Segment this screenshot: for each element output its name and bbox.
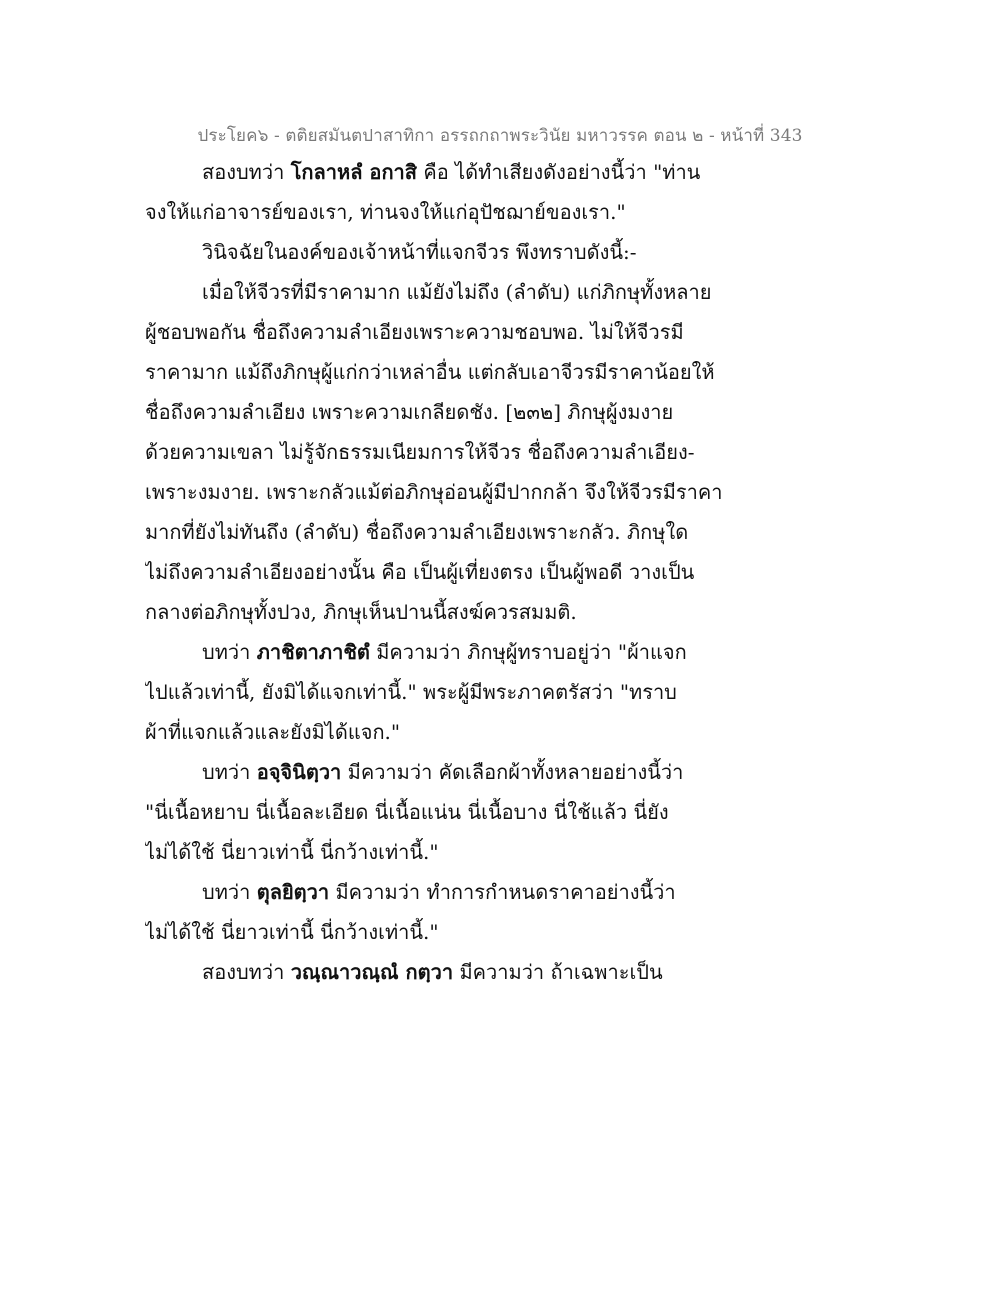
text-segment: จงให้แก่อาจารย์ของเรา, ท่านจงให้แก่อุปัชฌาย์ของเรา." [145, 200, 626, 224]
text-line [145, 392, 865, 432]
text-line [145, 672, 865, 712]
pali-term: วณฺณาวณฺณํ กตฺวา [290, 960, 454, 984]
text-line [145, 192, 865, 232]
text-line [145, 752, 865, 792]
text-segment: มากที่ยังไม่ทันถึง (ลำดับ) ชื่อถึงความลำเอียงเพราะกลัว. ภิกษุใด [145, 520, 689, 544]
text-segment: ไม่ได้ใช้ นี่ยาวเท่านี้ นี่กว้างเท่านี้." [145, 920, 439, 944]
body-text [145, 152, 865, 992]
text-segment: มีความว่า ถ้าเฉพาะเป็น [453, 960, 663, 984]
text-segment: เมื่อให้จีวรที่มีราคามาก แม้ยังไม่ถึง (ลำดับ) แก่ภิกษุทั้งหลาย [202, 280, 712, 304]
text-segment: ชื่อถึงความลำเอียง เพราะความเกลียดชัง. [๒๓๒] ภิกษุผู้งมงาย [145, 400, 674, 424]
text-line [145, 152, 865, 192]
text-line [145, 312, 865, 352]
text-segment: ไปแล้วเท่านี้, ยังมิได้แจกเท่านี้." พระผู้มีพระภาคตรัสว่า "ทราบ [145, 680, 677, 704]
text-segment: มีความว่า ทำการกำหนดราคาอย่างนี้ว่า [329, 880, 676, 904]
text-segment: บทว่า [202, 760, 257, 784]
pali-term: อจฺจินิตฺวา [256, 760, 342, 784]
text-segment: สองบทว่า [202, 960, 291, 984]
text-segment: บทว่า [202, 640, 257, 664]
text-line [145, 512, 865, 552]
text-segment: เพราะงมงาย. เพราะกลัวแม้ต่อภิกษุอ่อนผู้มีปากกล้า จึงให้จีวรมีราคา [145, 480, 723, 504]
text-segment: ผ้าที่แจกแล้วและยังมิได้แจก." [145, 720, 401, 744]
text-segment: ไม่ถึงความลำเอียงอย่างนั้น คือ เป็นผู้เที่ยงตรง เป็นผู้พอดี วางเป็น [145, 560, 695, 584]
text-segment: กลางต่อภิกษุทั้งปวง, ภิกษุเห็นปานนี้สงฆ์ควรสมมติ. [145, 600, 577, 624]
text-segment: ผู้ชอบพอกัน ชื่อถึงความลำเอียงเพราะความชอบพอ. ไม่ให้จีวรมี [145, 320, 684, 344]
text-line [145, 552, 865, 592]
text-segment: คือ ได้ทำเสียงดังอย่างนี้ว่า "ท่าน [417, 160, 701, 184]
text-line [145, 952, 865, 992]
text-segment: มีความว่า ภิกษุผู้ทราบอยู่ว่า "ผ้าแจก [369, 640, 687, 664]
text-segment: ราคามาก แม้ถึงภิกษุผู้แก่กว่าเหล่าอื่น แต่กลับเอาจีวรมีราคาน้อยให้ [145, 360, 715, 384]
text-line [145, 792, 865, 832]
text-line [145, 872, 865, 912]
text-segment: มีความว่า คัดเลือกผ้าทั้งหลายอย่างนี้ว่า [341, 760, 684, 784]
text-segment: ไม่ได้ใช้ นี่ยาวเท่านี้ นี่กว้างเท่านี้." [145, 840, 439, 864]
pali-term: โกลาหลํ อกาสิ [290, 160, 417, 184]
text-segment: วินิจฉัยในองค์ของเจ้าหน้าที่แจกจีวร พึงทราบดังนี้:- [202, 240, 637, 264]
pali-term: ภาชิตาภาชิตํ [256, 640, 370, 664]
text-line [145, 432, 865, 472]
text-line [145, 832, 865, 872]
text-line [145, 232, 865, 272]
running-header: ประโยค๖ - ตติยสมันตปาสาทิกา อรรถกถาพระวินัย มหาวรรค ตอน ๒ - หน้าที่ 343 [197, 126, 803, 146]
text-segment: "นี่เนื้อหยาบ นี่เนื้อละเอียด นี่เนื้อแน่น นี่เนื้อบาง นี่ใช้แล้ว นี่ยัง [145, 800, 669, 824]
text-line [145, 912, 865, 952]
text-line [145, 272, 865, 312]
text-line [145, 592, 865, 632]
text-segment: สองบทว่า [202, 160, 291, 184]
pali-term: ตุลยิตฺวา [256, 880, 330, 904]
text-line [145, 632, 865, 672]
text-segment: บทว่า [202, 880, 257, 904]
text-line [145, 472, 865, 512]
text-segment: ด้วยความเขลา ไม่รู้จักธรรมเนียมการให้จีวร ชื่อถึงความลำเอียง- [145, 440, 695, 464]
text-line [145, 352, 865, 392]
text-line [145, 712, 865, 752]
